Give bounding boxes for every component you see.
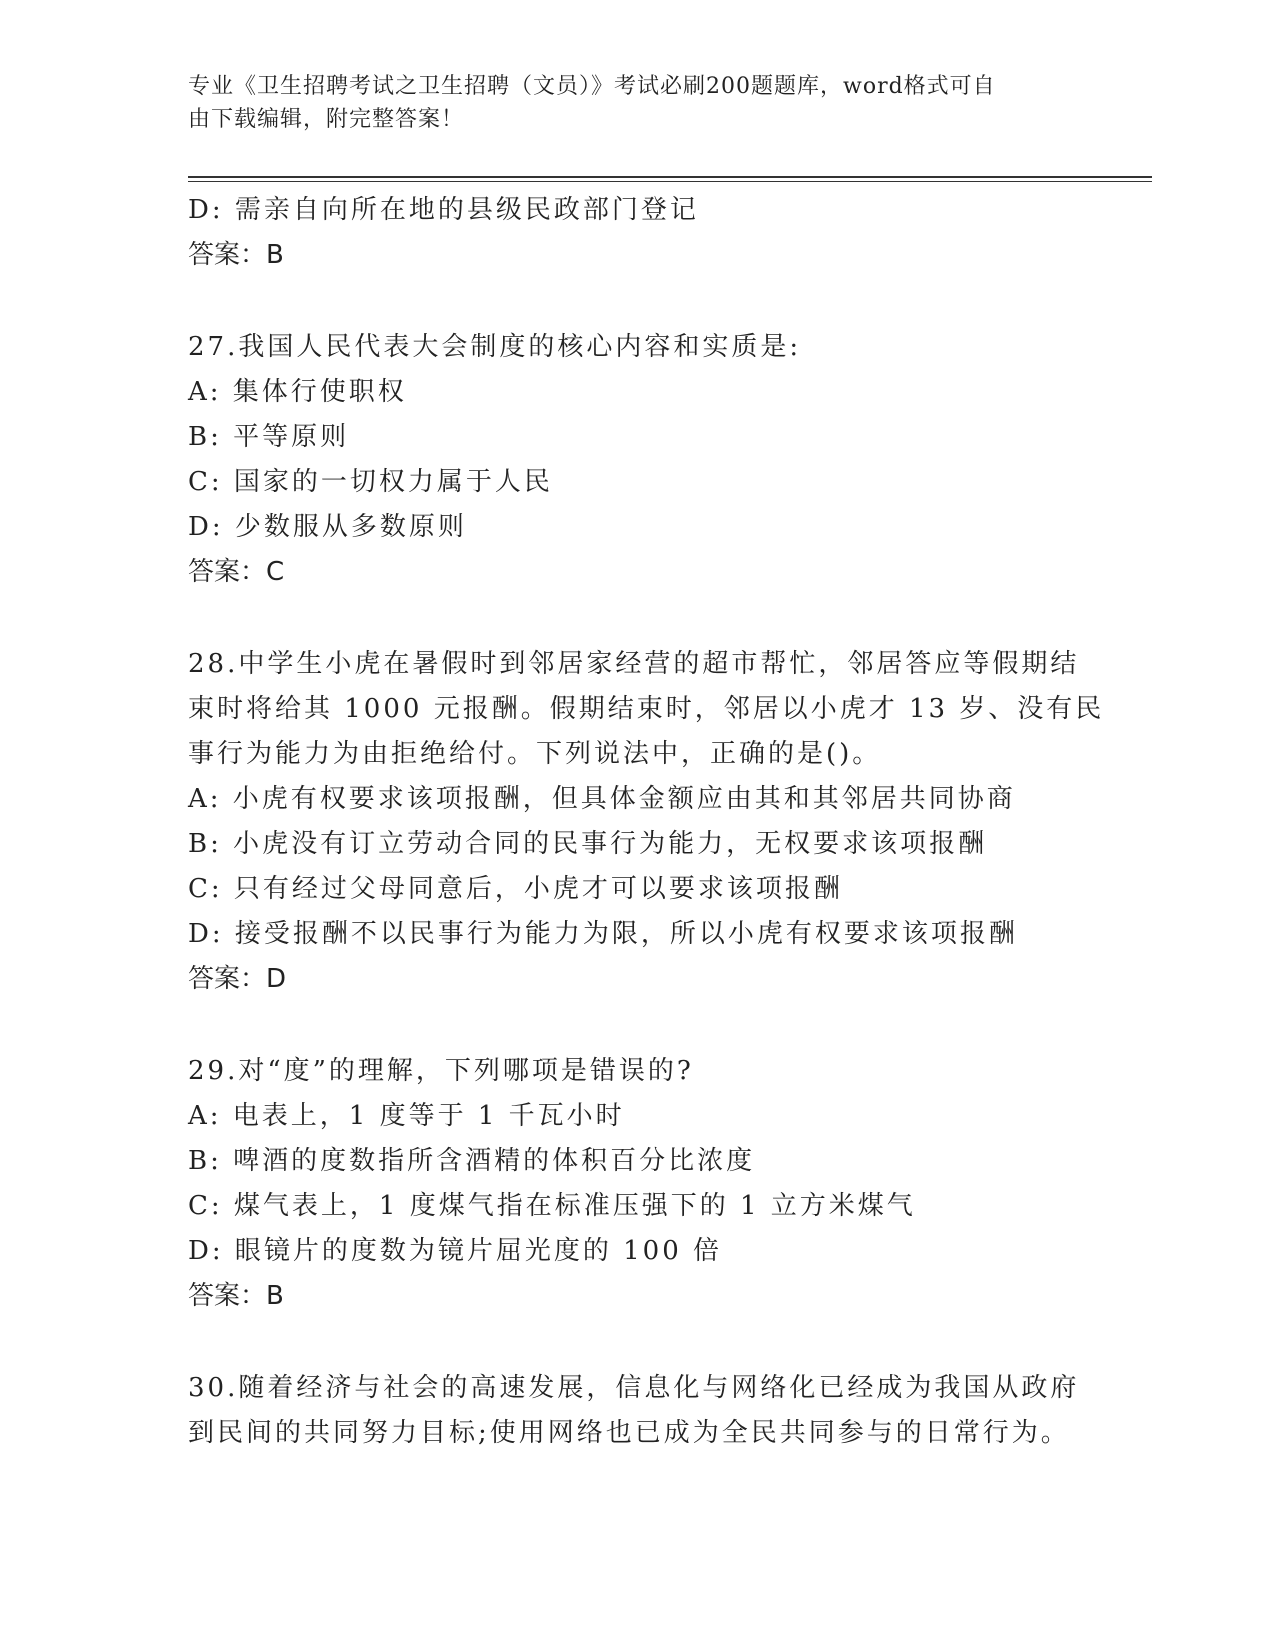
question-stem: 27.我国人民代表大会制度的核心内容和实质是: [188,332,802,362]
option-b: B: 啤酒的度数指所含酒精的体积百分比浓度 [188,1146,756,1176]
option-c: C: 煤气表上，1 度煤气指在标准压强下的 1 立方米煤气 [188,1191,916,1221]
spacer [188,278,1088,325]
option-b: B: 小虎没有订立劳动合同的民事行为能力，无权要求该项报酬 [188,829,988,859]
spacer [188,1319,1088,1366]
question-stem-line-3: 事行为能力为由拒绝给付。下列说法中，正确的是()。 [188,739,882,769]
header-rule-thick [188,176,1152,178]
question-stem-line-1: 28.中学生小虎在暑假时到邻居家经营的超市帮忙，邻居答应等假期结 [188,649,1080,679]
option-a: A: 集体行使职权 [188,377,407,407]
answer-line: 答案：C [188,557,285,587]
option-d: D: 少数服从多数原则 [188,512,467,542]
question-29 [188,1049,1088,1319]
answer-line: 答案：B [188,1281,284,1311]
answer-line: 答案：D [188,964,287,994]
spacer [188,595,1088,642]
option-a: A: 电表上，1 度等于 1 千瓦小时 [188,1101,625,1131]
question-stem-line-2: 到民间的共同努力目标;使用网络也已成为全民共同参与的日常行为。 [188,1418,1070,1448]
spacer [188,1002,1088,1049]
question-stem: 29.对“度”的理解，下列哪项是错误的? [188,1056,694,1086]
document-body [188,188,1105,1456]
option-a: A: 小虎有权要求该项报酬，但具体金额应由其和其邻居共同协商 [188,784,1016,814]
header-line-1: 专业《卫生招聘考试之卫生招聘（文员）》考试必刷200题题库，word格式可自 [188,74,996,99]
option-d: D: 需亲自向所在地的县级民政部门登记 [188,195,699,225]
option-d: D: 接受报酬不以民事行为能力为限，所以小虎有权要求该项报酬 [188,919,1018,949]
question-27 [188,325,1088,595]
question-stem-line-1: 30.随着经济与社会的高速发展，信息化与网络化已经成为我国从政府 [188,1373,1080,1403]
option-c: C: 只有经过父母同意后，小虎才可以要求该项报酬 [188,874,843,904]
question-30 [188,1366,1088,1456]
option-b: B: 平等原则 [188,422,350,452]
question-28 [188,642,1105,1002]
header-line-2: 由下载编辑，附完整答案！ [188,107,465,132]
header-rule-thin [188,181,1152,182]
question-stem-line-2: 束时将给其 1000 元报酬。假期结束时，邻居以小虎才 13 岁、没有民 [188,694,1105,724]
question-block-prev [188,188,1088,278]
option-d: D: 眼镜片的度数为镜片屈光度的 100 倍 [188,1236,723,1266]
option-c: C: 国家的一切权力属于人民 [188,467,553,497]
document-header [188,70,1068,136]
answer-line: 答案：B [188,240,284,270]
